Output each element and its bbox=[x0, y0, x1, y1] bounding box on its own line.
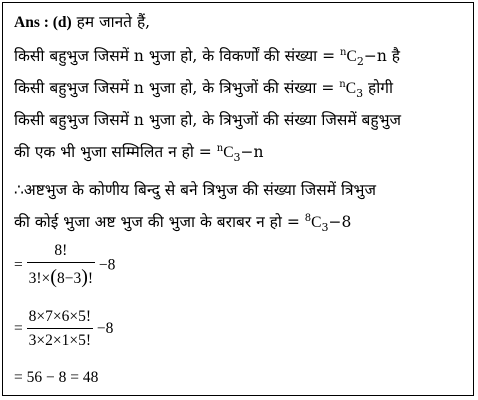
step-2 bbox=[14, 308, 113, 350]
answer-label: Ans : (d) bbox=[14, 14, 72, 31]
formula-superscript: n bbox=[340, 46, 347, 58]
formula-c: C bbox=[346, 48, 357, 65]
no-side-text: की एक भी भुजा सम्मिलित न हो = bbox=[14, 143, 217, 161]
formula-superscript: n bbox=[216, 142, 224, 154]
formula-subscript: 2 bbox=[356, 55, 364, 69]
fraction-denominator: 3!×(8−3)! bbox=[28, 266, 94, 288]
formula-subscript: 3 bbox=[233, 151, 241, 165]
triangles-no-side-line-2 bbox=[14, 142, 264, 163]
formula-c: C bbox=[311, 214, 322, 231]
step-1 bbox=[14, 242, 115, 289]
formula-tail: −n है bbox=[363, 47, 400, 65]
formula-c: C bbox=[345, 80, 357, 97]
formula-subscript: 3 bbox=[356, 87, 364, 101]
step-tail: −8 bbox=[98, 256, 116, 274]
answer-header-line bbox=[14, 12, 150, 33]
equals-sign: = bbox=[14, 320, 23, 337]
formula-tail: होगी bbox=[363, 79, 393, 97]
formula-c: C bbox=[223, 144, 234, 161]
triangles-text: किसी बहुभुज जिसमें n भुजा हो, के त्रिभुजों की संख्या = bbox=[14, 79, 340, 97]
answer-intro: हम जानते हैं, bbox=[76, 13, 151, 31]
diagonals-text: किसी बहुभुज जिसमें n भुजा हो, के विकर्णों की संख्या = bbox=[14, 47, 341, 65]
fraction bbox=[27, 242, 95, 289]
formula-superscript: 8 bbox=[304, 212, 312, 224]
formula-superscript: n bbox=[339, 78, 346, 90]
formula-subscript: 3 bbox=[321, 221, 329, 235]
fraction-numerator: 8! bbox=[27, 242, 95, 263]
den-part-b: 8−3 bbox=[56, 270, 82, 287]
fraction-denominator: 3×2×1×5! bbox=[28, 332, 92, 349]
fraction bbox=[27, 308, 93, 350]
den-part-a: 3!× bbox=[28, 270, 51, 287]
equals-sign: = bbox=[14, 256, 23, 274]
octagon-line-2 bbox=[14, 212, 351, 233]
step-tail: −8 bbox=[96, 320, 114, 337]
triangles-no-side-line-1: किसी बहुभुज जिसमें n भुजा हो, के त्रिभुजों की संख्या जिसमें बहुभुज bbox=[14, 111, 402, 129]
step-3: = 56 − 8 = 48 bbox=[14, 369, 99, 386]
formula-tail: −8 bbox=[328, 213, 352, 231]
octagon-line-1: ∴अष्टभुज के कोणीय बिन्दु से बने त्रिभुज की संख्या जिसमें त्रिभुज bbox=[14, 181, 376, 199]
octagon-text: की कोई भुजा अष्ट भुज की भुजा के बराबर न हो = bbox=[14, 213, 305, 231]
den-part-c: ! bbox=[87, 270, 94, 287]
fraction-numerator: 8×7×6×5! bbox=[27, 308, 93, 329]
diagonals-line bbox=[14, 46, 400, 67]
formula-tail: −n bbox=[240, 143, 264, 161]
triangles-line bbox=[14, 78, 393, 99]
